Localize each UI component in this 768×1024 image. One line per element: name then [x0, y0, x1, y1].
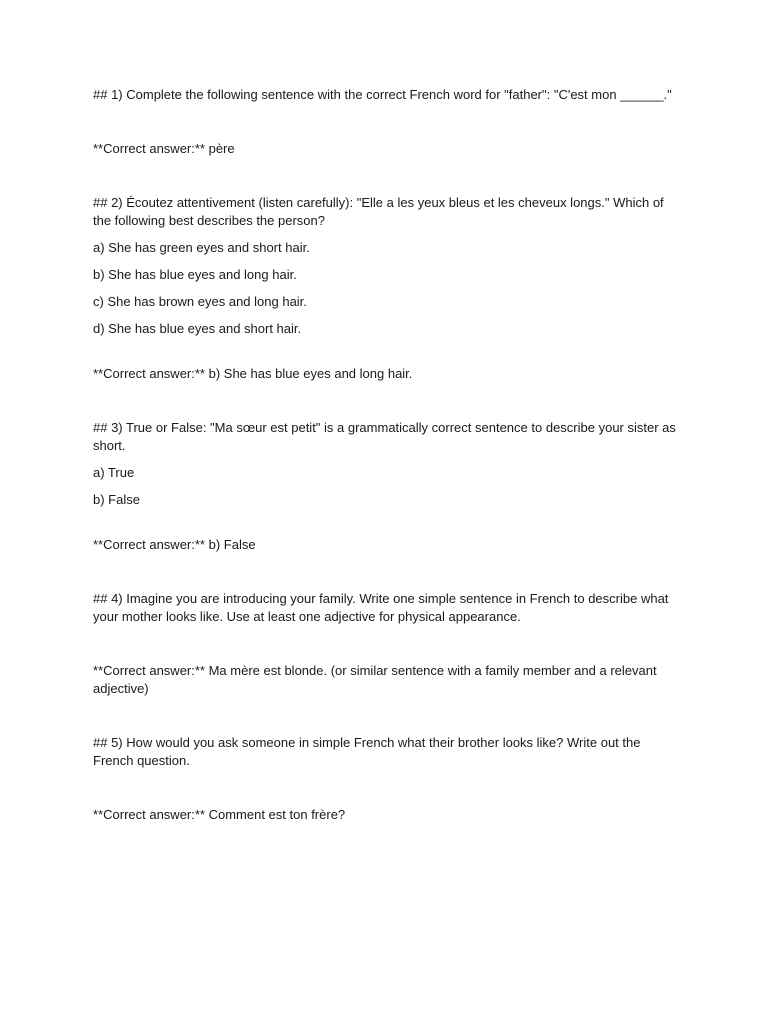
option-text: b) False [93, 492, 140, 507]
question-text: ## 2) Écoutez attentivement (listen carefully): "Elle a les yeux bleus et les cheveux longs." Which of the following best describes the person? [93, 195, 668, 228]
question-block-3 [93, 419, 683, 554]
question-block-5 [93, 734, 683, 824]
question-text: ## 1) Complete the following sentence with the correct French word for "father": "C'est mon ______." [93, 87, 672, 102]
option-text: a) True [93, 465, 135, 480]
answer-text: **Correct answer:** père [93, 141, 235, 156]
answer-text: **Correct answer:** b) She has blue eyes and long hair. [93, 366, 413, 381]
question-text: ## 4) Imagine you are introducing your family. Write one simple sentence in French to describe what your mother looks like. Use at least one adjective for physical appearance. [93, 591, 673, 624]
answer-text: **Correct answer:** Comment est ton frère? [93, 807, 346, 822]
question-block-4 [93, 590, 683, 698]
question-block-2 [93, 194, 683, 383]
option-text: a) She has green eyes and short hair. [93, 240, 310, 255]
question-block-1 [93, 86, 683, 158]
answer-text: **Correct answer:** Ma mère est blonde. (or similar sentence with a family member and a relevant adjective) [93, 663, 661, 696]
option-text: b) She has blue eyes and long hair. [93, 267, 297, 282]
question-text: ## 5) How would you ask someone in simple French what their brother looks like? Write out the French question. [93, 735, 645, 768]
document-page [93, 86, 683, 824]
option-text: d) She has blue eyes and short hair. [93, 321, 302, 336]
question-text: ## 3) True or False: "Ma sœur est petit" is a grammatically correct sentence to describe your sister as short. [93, 420, 680, 453]
answer-text: **Correct answer:** b) False [93, 537, 256, 552]
option-text: c) She has brown eyes and long hair. [93, 294, 307, 309]
